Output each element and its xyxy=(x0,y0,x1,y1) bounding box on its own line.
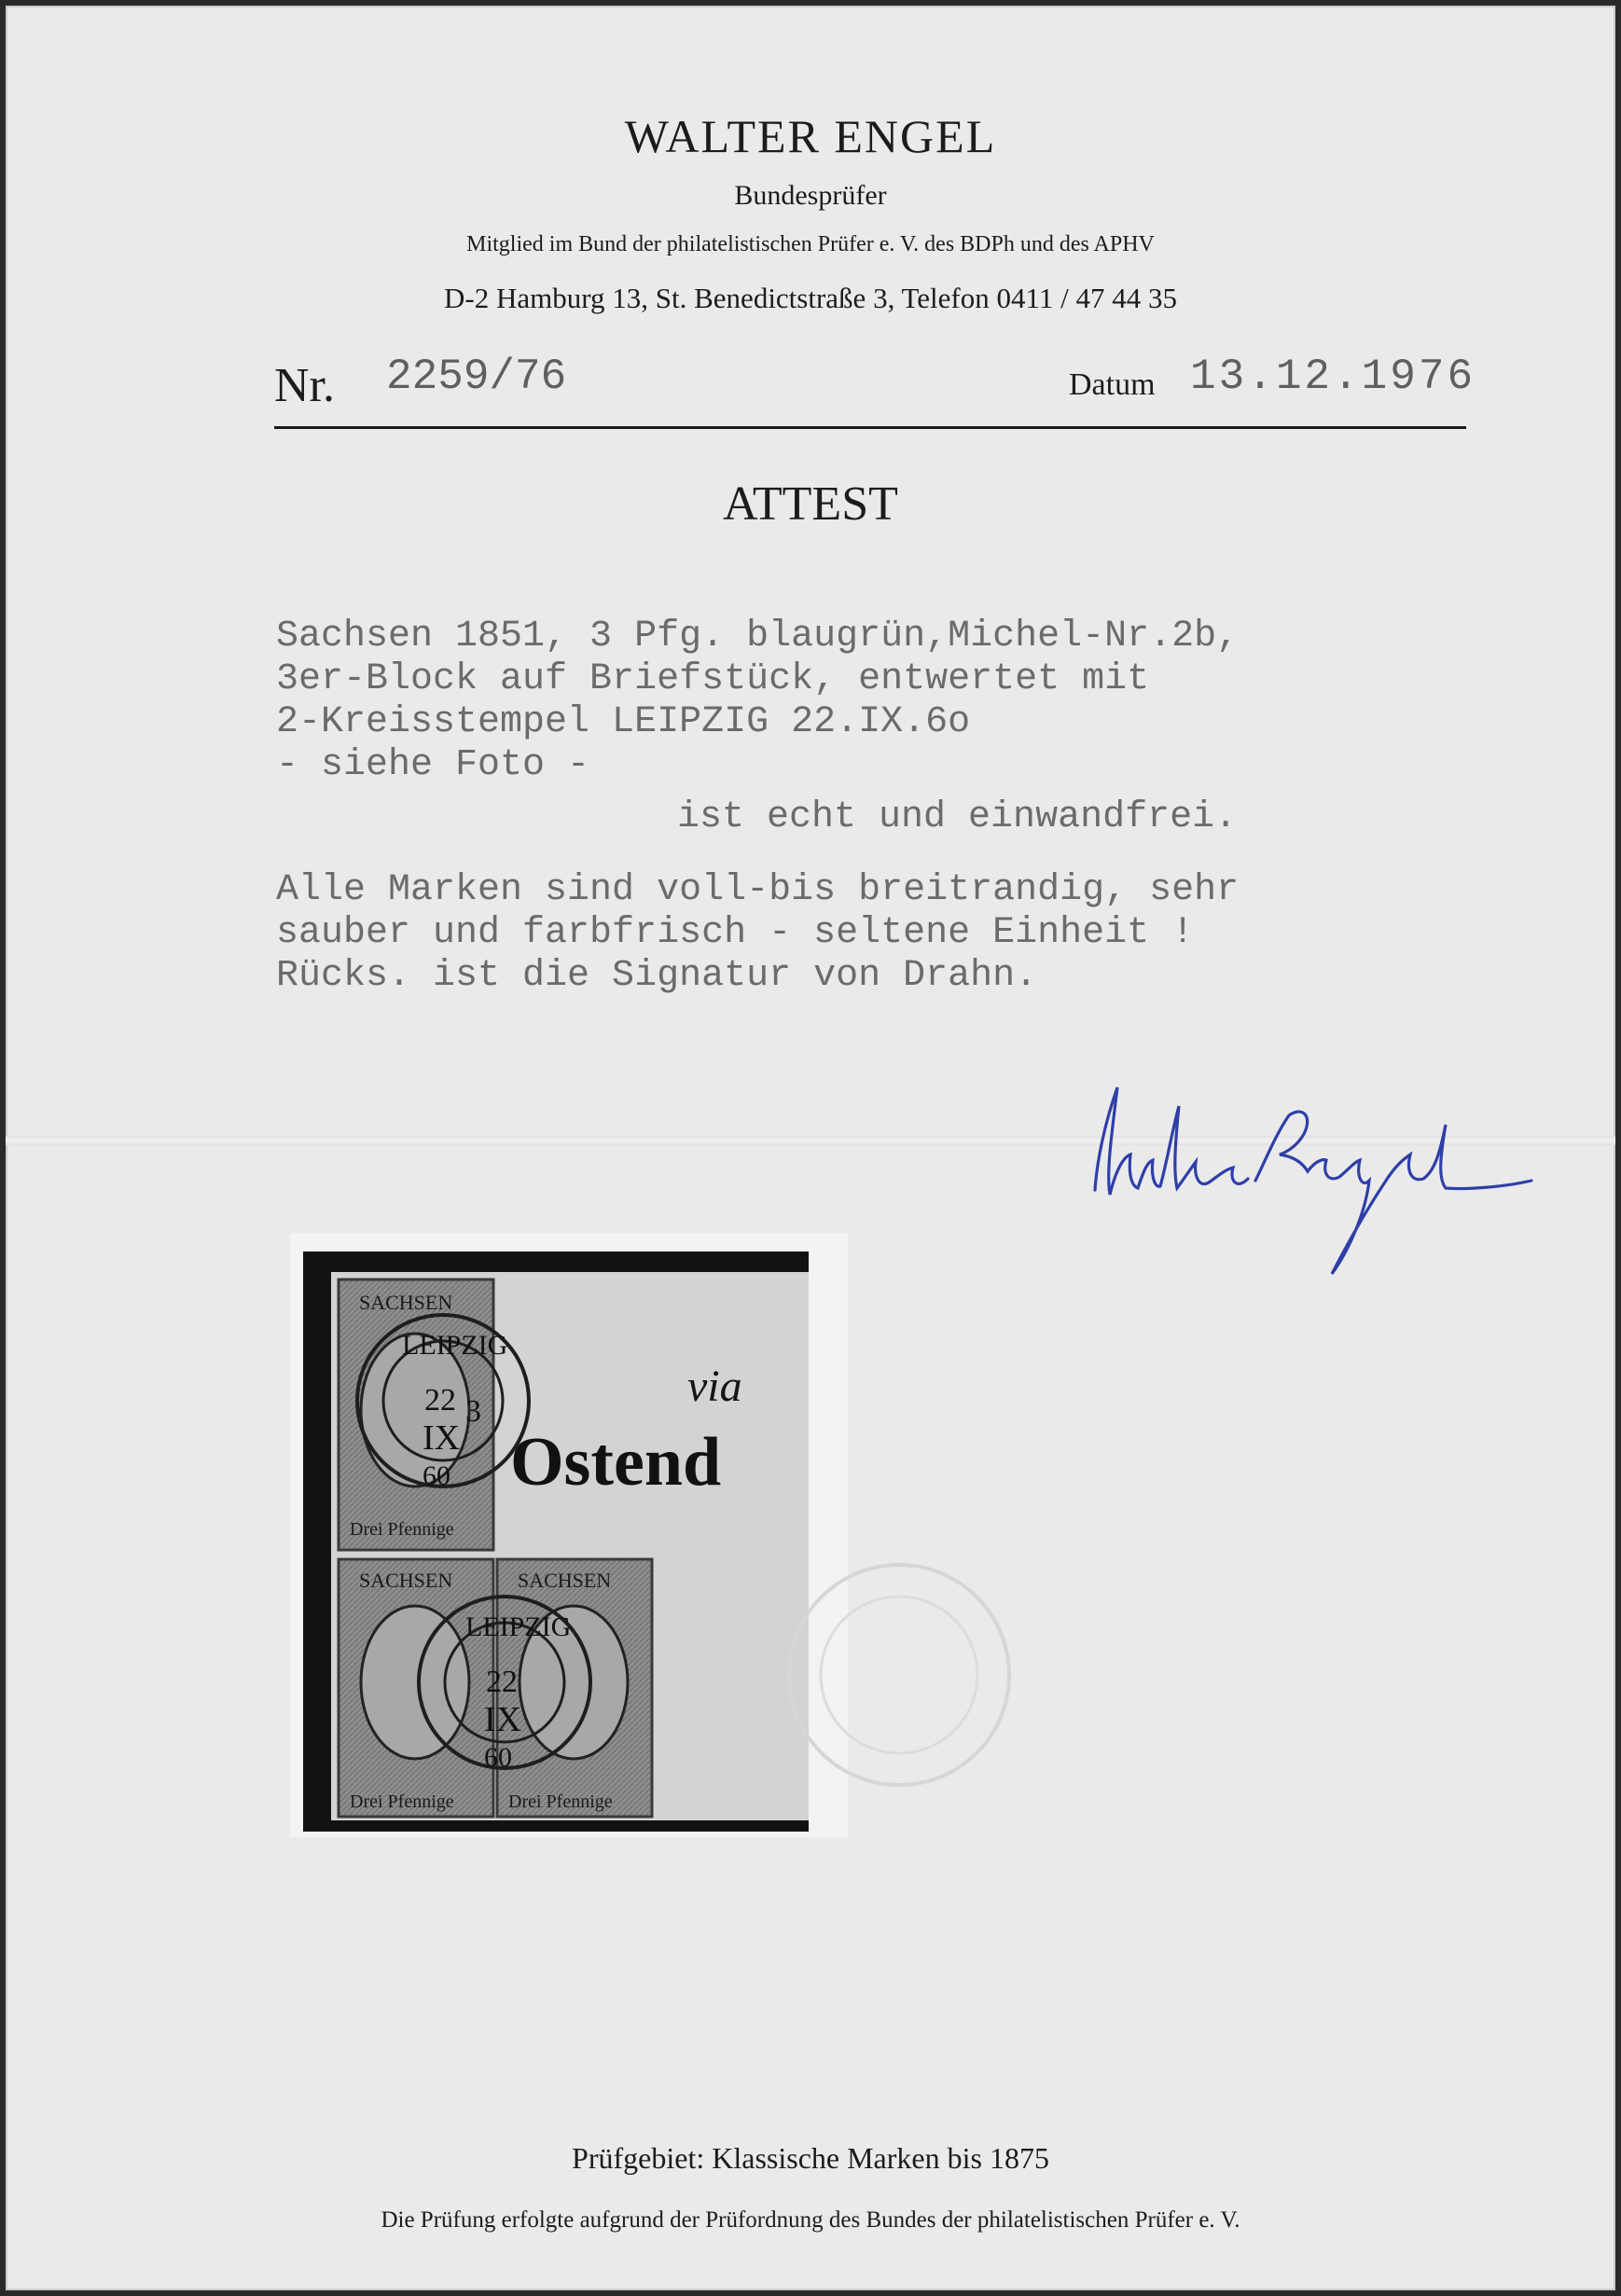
description-line-1: Sachsen 1851, 3 Pfg. blaugrün,Michel-Nr.2b, xyxy=(276,615,1240,657)
svg-text:SACHSEN: SACHSEN xyxy=(518,1569,612,1592)
description-line-3: 2-Kreisstempel LEIPZIG 22.IX.6o xyxy=(276,701,971,743)
svg-text:via: via xyxy=(687,1362,742,1411)
verdict-line: ist echt und einwandfrei. xyxy=(677,796,1238,838)
svg-text:LEIPZIG: LEIPZIG xyxy=(465,1611,572,1642)
certificate-header-row xyxy=(274,353,1476,418)
nr-value: 2259/76 xyxy=(386,353,567,401)
stamp-photo xyxy=(303,1252,809,1832)
remark-line-3: Rücks. ist die Signatur von Drahn. xyxy=(276,955,1038,997)
remark-line-2: sauber und farbfrisch - seltene Einheit ! xyxy=(276,912,1195,954)
examiner-role: Bundesprüfer xyxy=(734,180,887,211)
handwritten-signature xyxy=(1069,1050,1535,1283)
date-value: 13.12.1976 xyxy=(1190,353,1476,401)
examiner-address: D-2 Hamburg 13, St. Benedictstraße 3, Telefon 0411 / 47 44 35 xyxy=(444,282,1177,314)
svg-text:SACHSEN: SACHSEN xyxy=(359,1291,453,1314)
svg-text:Drei Pfennige: Drei Pfennige xyxy=(350,1791,454,1812)
svg-text:60: 60 xyxy=(423,1460,450,1491)
photo-frame xyxy=(290,1233,848,1837)
examiner-membership: Mitglied im Bund der philatelistischen Prüfer e. V. des BDPh und des APHV xyxy=(466,232,1155,256)
certificate-sheet xyxy=(6,6,1615,2290)
svg-text:22: 22 xyxy=(486,1665,518,1699)
svg-text:LEIPZIG: LEIPZIG xyxy=(402,1330,508,1361)
examination-note: Die Prüfung erfolgte aufgrund der Prüfordnung des Bundes der philatelistischen Prüfer e. V. xyxy=(381,2207,1240,2233)
remark-line-1: Alle Marken sind voll-bis breitrandig, sehr xyxy=(276,869,1240,911)
examiner-name: WALTER ENGEL xyxy=(624,110,997,162)
svg-text:Ostend: Ostend xyxy=(510,1424,722,1501)
embossed-seal xyxy=(778,1554,1020,1796)
svg-text:22: 22 xyxy=(424,1383,456,1418)
svg-text:Drei Pfennige: Drei Pfennige xyxy=(350,1519,454,1540)
date-label: Datum xyxy=(1069,367,1156,402)
svg-text:60: 60 xyxy=(484,1742,512,1773)
svg-text:3: 3 xyxy=(465,1394,481,1429)
svg-text:SACHSEN: SACHSEN xyxy=(359,1569,453,1592)
attest-title: ATTEST xyxy=(723,477,898,531)
description-line-4: - siehe Foto - xyxy=(276,744,590,786)
letterhead xyxy=(6,110,1615,315)
description-line-2: 3er-Block auf Briefstück, entwertet mit xyxy=(276,658,1150,700)
footer xyxy=(6,2141,1615,2234)
svg-text:IX: IX xyxy=(423,1418,461,1458)
header-rule xyxy=(274,426,1466,429)
examination-area: Prüfgebiet: Klassische Marken bis 1875 xyxy=(572,2141,1049,2175)
stamp-block-image xyxy=(303,1252,809,1832)
svg-text:Drei Pfennige: Drei Pfennige xyxy=(508,1791,613,1812)
nr-label: Nr. xyxy=(274,359,335,412)
svg-text:IX: IX xyxy=(484,1700,522,1739)
